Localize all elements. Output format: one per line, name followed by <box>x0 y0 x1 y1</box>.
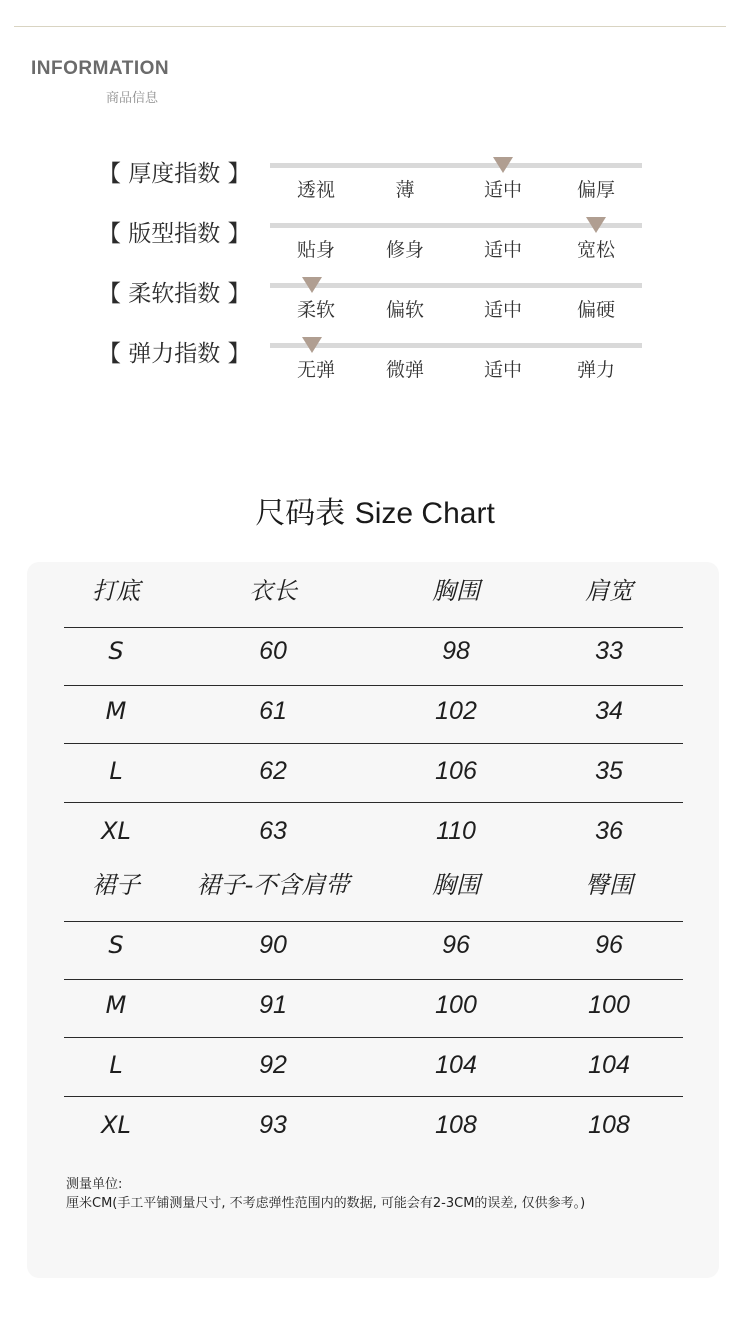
measurement-cell: 108 <box>435 1111 477 1139</box>
size-label-cell: M <box>105 697 127 725</box>
index-row <box>0 215 750 275</box>
measurement-cell: 33 <box>595 637 623 665</box>
measurement-cell: 63 <box>259 817 287 845</box>
measurement-cell: 60 <box>259 637 287 665</box>
table-header-cell: 肩宽 <box>585 577 633 605</box>
measurement-cell: 92 <box>259 1051 287 1079</box>
size-chart-title-cn: 尺码表 <box>255 496 346 531</box>
table-row <box>0 682 750 740</box>
measurement-cell: 96 <box>595 931 623 959</box>
size-label-cell: S <box>108 931 124 959</box>
measurement-cell: 61 <box>259 697 287 725</box>
size-chart-title-en: Size Chart <box>354 497 495 530</box>
measurement-cell: 106 <box>435 757 477 785</box>
index-option: 无弹 <box>296 359 335 381</box>
index-row <box>0 275 750 335</box>
measurement-cell: 35 <box>595 757 623 785</box>
index-option: 贴身 <box>296 239 335 261</box>
table-header-cell: 衣长 <box>249 577 297 605</box>
index-option: 偏硬 <box>576 299 615 321</box>
measurement-cell: 34 <box>595 697 623 725</box>
measure-unit-note: 厘米CM(手工平铺测量尺寸, 不考虑弹性范围内的数据, 可能会有2-3CM的误差, 仅供参考。) <box>66 1196 586 1211</box>
measurement-cell: 36 <box>595 817 623 845</box>
measure-unit-label: 测量单位: <box>66 1177 123 1192</box>
index-scale-bar <box>270 283 642 288</box>
table-row <box>0 976 750 1034</box>
index-row <box>0 155 750 215</box>
index-label: 【 版型指数 】 <box>98 221 251 247</box>
table-header-row <box>0 562 750 620</box>
table-header-cell: 裙子 <box>92 871 140 899</box>
measurement-cell: 100 <box>588 991 630 1019</box>
size-label-cell: L <box>109 1051 123 1079</box>
table-header-cell: 胸围 <box>432 577 480 605</box>
size-label-cell: XL <box>101 817 131 845</box>
table-header-cell: 打底 <box>92 577 140 605</box>
index-option: 弹力 <box>576 359 615 381</box>
size-label-cell: M <box>105 991 127 1019</box>
table-row <box>0 742 750 800</box>
index-option: 微弹 <box>385 359 424 381</box>
index-option: 透视 <box>296 179 335 201</box>
index-option: 偏软 <box>385 299 424 321</box>
index-marker-icon <box>493 157 513 173</box>
index-option: 柔软 <box>296 299 335 321</box>
section-title: INFORMATION <box>31 58 170 79</box>
table-header-cell: 胸围 <box>432 871 480 899</box>
measurement-cell: 104 <box>588 1051 630 1079</box>
index-option: 薄 <box>395 179 415 201</box>
index-option: 偏厚 <box>576 179 615 201</box>
measurement-cell: 91 <box>259 991 287 1019</box>
size-label-cell: L <box>109 757 123 785</box>
index-scale-bar <box>270 343 642 348</box>
measurement-cell: 104 <box>435 1051 477 1079</box>
measurement-cell: 96 <box>442 931 470 959</box>
measurement-cell: 62 <box>259 757 287 785</box>
index-option: 修身 <box>385 239 424 261</box>
table-row <box>0 802 750 860</box>
index-label: 【 柔软指数 】 <box>98 281 251 307</box>
index-marker-icon <box>302 337 322 353</box>
table-row <box>0 1036 750 1094</box>
table-row <box>0 916 750 974</box>
index-option: 宽松 <box>576 239 615 261</box>
measurement-cell: 108 <box>588 1111 630 1139</box>
section-subtitle: 商品信息 <box>106 91 159 106</box>
measurement-cell: 98 <box>442 637 470 665</box>
measurement-cell: 110 <box>436 817 476 845</box>
table-header-row <box>0 856 750 914</box>
measurement-cell: 100 <box>435 991 477 1019</box>
top-divider <box>14 26 726 27</box>
table-header-cell: 臀围 <box>585 871 633 899</box>
index-row <box>0 335 750 395</box>
index-scale-bar <box>270 163 642 168</box>
measurement-cell: 93 <box>259 1111 287 1139</box>
measurement-cell: 102 <box>435 697 477 725</box>
size-label-cell: S <box>108 637 124 665</box>
table-header-cell: 裙子-不含肩带 <box>196 871 350 899</box>
table-row <box>0 1096 750 1154</box>
measurement-cell: 90 <box>259 931 287 959</box>
index-option: 适中 <box>483 299 522 321</box>
table-row <box>0 622 750 680</box>
index-label: 【 弹力指数 】 <box>98 341 251 367</box>
index-option: 适中 <box>483 179 522 201</box>
index-option: 适中 <box>483 239 522 261</box>
index-label: 【 厚度指数 】 <box>98 161 251 187</box>
size-label-cell: XL <box>101 1111 131 1139</box>
index-option: 适中 <box>483 359 522 381</box>
index-marker-icon <box>586 217 606 233</box>
size-chart-title <box>0 488 750 532</box>
index-marker-icon <box>302 277 322 293</box>
